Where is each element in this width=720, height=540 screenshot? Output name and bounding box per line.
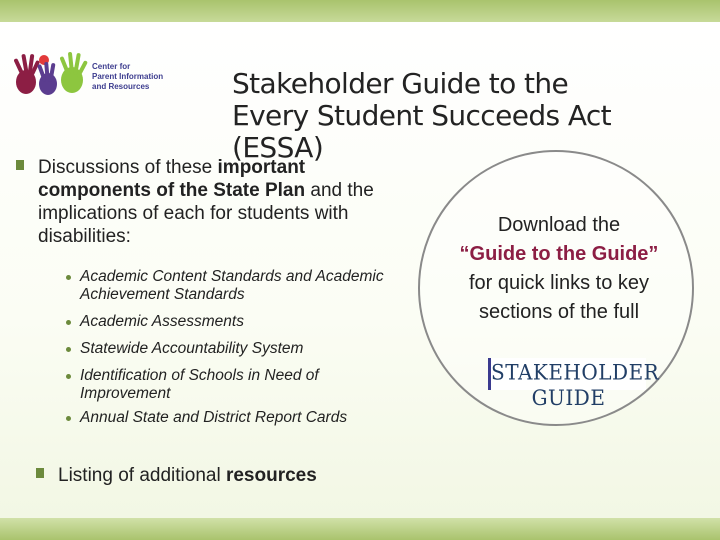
square-bullet-icon — [16, 160, 24, 170]
bottom-band — [0, 518, 720, 540]
stakeholder-guide-image[interactable]: STAKEHOLDER GUIDE — [488, 358, 646, 390]
sub-bullet-list — [80, 268, 410, 436]
logo-text: Center for Parent Information and Resources — [92, 62, 164, 91]
dot-bullet-icon — [66, 347, 71, 352]
list-item: Academic Content Standards and Academic Achievement Standards — [80, 268, 410, 304]
dot-bullet-icon — [66, 374, 71, 379]
resources-bullet: Listing of additional resources — [58, 464, 317, 488]
top-band — [0, 0, 720, 22]
download-callout-text: Download the “Guide to the Guide” for quick links to key sections of the full — [459, 214, 659, 323]
list-item: Identification of Schools in Need of Improvement — [80, 367, 410, 403]
list-item: Academic Assessments — [80, 313, 410, 331]
list-item: Annual State and District Report Cards — [80, 409, 410, 427]
square-bullet-icon — [36, 468, 44, 478]
dot-bullet-icon — [66, 320, 71, 325]
dot-bullet-icon — [66, 275, 71, 280]
main-bullet: Discussions of these important components of the State Plan and the implications of each for students with disabilities: — [38, 156, 398, 248]
list-item: Statewide Accountability System — [80, 340, 410, 358]
slide-title: Stakeholder Guide to the Every Student Succeeds Act (ESSA) — [232, 67, 612, 164]
dot-bullet-icon — [66, 416, 71, 421]
